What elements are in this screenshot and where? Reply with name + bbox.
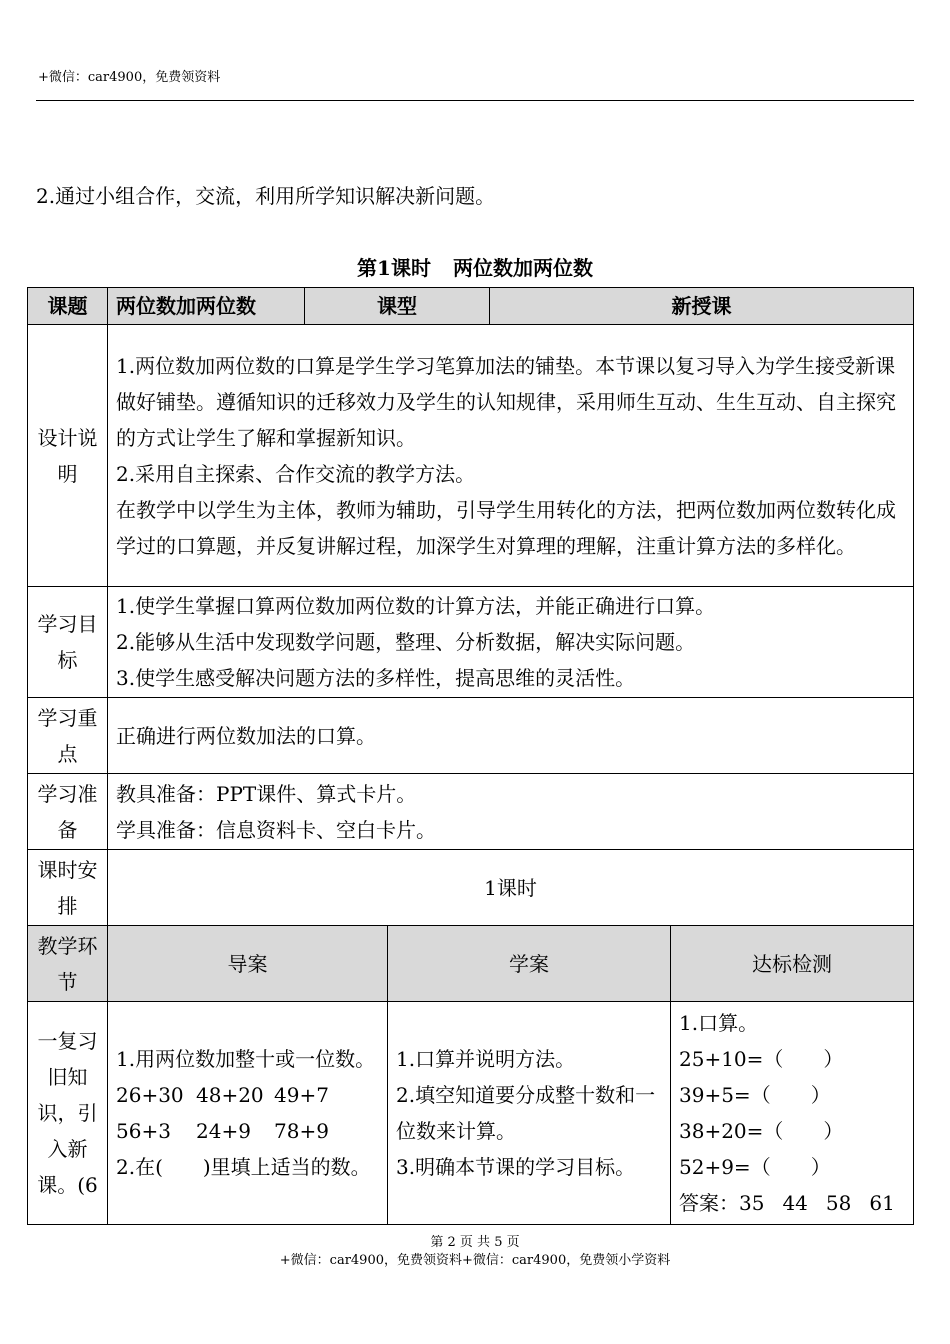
topic-value: 两位数加两位数: [108, 288, 305, 325]
prep-row: [28, 774, 914, 850]
exercise: 24+9: [196, 1119, 251, 1143]
study-line-3: 3.明确本节课的学习目标。: [396, 1155, 636, 1179]
schedule-row: [28, 850, 914, 926]
goals-row: [28, 587, 914, 698]
goal-2: 2.能够从生活中发现数学问题，整理、分析数据，解决实际问题。: [116, 630, 696, 654]
stage1-row: [28, 1002, 914, 1225]
exercise: 56+3: [116, 1119, 171, 1143]
header-watermark: +微信：car4900，免费领资料: [38, 70, 221, 85]
answer: 58: [825, 1191, 852, 1215]
focus-row: [28, 698, 914, 774]
check-answers: [679, 1185, 905, 1221]
lesson-plan-table: [27, 287, 914, 1225]
stage1-study: [388, 1002, 671, 1225]
goals-content: [108, 587, 914, 698]
design-content: [108, 325, 914, 587]
prep-content: [108, 774, 914, 850]
schedule-label: 课时安排: [28, 850, 108, 926]
column-check: 达标检测: [671, 926, 914, 1002]
type-label: 课型: [305, 288, 490, 325]
focus-content: 正确进行两位数加法的口算。: [108, 698, 914, 774]
stage1-check: [671, 1002, 914, 1225]
focus-label: 学习重点: [28, 698, 108, 774]
exercise: 48+20: [196, 1083, 264, 1107]
goal-1: 1.使学生掌握口算两位数加两位数的计算方法，并能正确进行口算。: [116, 594, 716, 618]
design-paragraph-1: 1.两位数加两位数的口算是学生学习笔算加法的铺垫。本节课以复习导入为学生接受新课做好铺垫。遵循知识的迁移效力及学生的认知规律，采用师生互动、生生互动、自主探究的方式让学生了解和掌握新知识。: [116, 353, 896, 450]
topic-label: 课题: [28, 288, 108, 325]
check-question-2: 39+5=（ ）: [679, 1083, 831, 1107]
check-line-1: 1.口算。: [679, 1011, 759, 1035]
prep-label: 学习准备: [28, 774, 108, 850]
study-line-2: 2.填空知道要分成整十数和一位数来计算。: [396, 1083, 656, 1143]
topic-row: [28, 288, 914, 325]
exercise: 49+7: [274, 1083, 329, 1107]
guide-exercises-row-2: [116, 1113, 379, 1149]
column-guide: 导案: [108, 926, 388, 1002]
lesson-number: 第1课时: [357, 256, 431, 280]
stage1-label: 一复习旧知识，引入新课。(6: [28, 1002, 108, 1225]
answer: 35: [739, 1191, 765, 1215]
design-row: [28, 325, 914, 587]
intro-paragraph: 2.通过小组合作，交流，利用所学知识解决新问题。: [36, 184, 496, 208]
design-paragraph-2: 2.采用自主探索、合作交流的教学方法。: [116, 461, 476, 486]
column-stage: 教学环节: [28, 926, 108, 1002]
prep-student: 学具准备：信息资料卡、空白卡片。: [116, 817, 436, 842]
lesson-title: [0, 252, 950, 281]
columns-header-row: [28, 926, 914, 1002]
design-label: 设计说明: [28, 325, 108, 587]
answers-label: 答案：: [679, 1191, 739, 1215]
guide-line-1: 1.用两位数加整十或一位数。: [116, 1047, 376, 1071]
check-question-4: 52+9=（ ）: [679, 1155, 831, 1179]
lesson-name: 两位数加两位数: [452, 256, 593, 280]
schedule-value: 1课时: [108, 850, 914, 926]
prep-teacher: 教具准备：PPT课件、算式卡片。: [116, 781, 417, 806]
page-number: 第 2 页 共 5 页: [430, 1235, 520, 1250]
guide-line-2: 2.在( )里填上适当的数。: [116, 1155, 371, 1179]
exercise: 26+30: [116, 1083, 184, 1107]
answer: 44: [782, 1191, 808, 1215]
check-question-1: 25+10=（ ）: [679, 1047, 844, 1071]
goals-label: 学习目标: [28, 587, 108, 698]
type-value: 新授课: [490, 288, 914, 325]
check-question-3: 38+20=（ ）: [679, 1119, 844, 1143]
stage1-guide: [108, 1002, 388, 1225]
column-study: 学案: [388, 926, 671, 1002]
study-line-1: 1.口算并说明方法。: [396, 1047, 576, 1071]
design-paragraph-3: 在教学中以学生为主体，教师为辅助，引导学生用转化的方法，把两位数加两位数转化成学过的口算题，并反复讲解过程，加深学生对算理的理解，注重计算方法的多样化。: [116, 497, 896, 558]
goal-3: 3.使学生感受解决问题方法的多样性，提高思维的灵活性。: [116, 666, 636, 690]
answer: 61: [869, 1191, 895, 1215]
footer-watermark: +微信：car4900，免费领资料+微信：car4900，免费领小学资料: [279, 1253, 671, 1268]
header-divider: [36, 100, 914, 101]
guide-exercises-row-1: [116, 1077, 379, 1113]
exercise: 78+9: [274, 1119, 329, 1143]
